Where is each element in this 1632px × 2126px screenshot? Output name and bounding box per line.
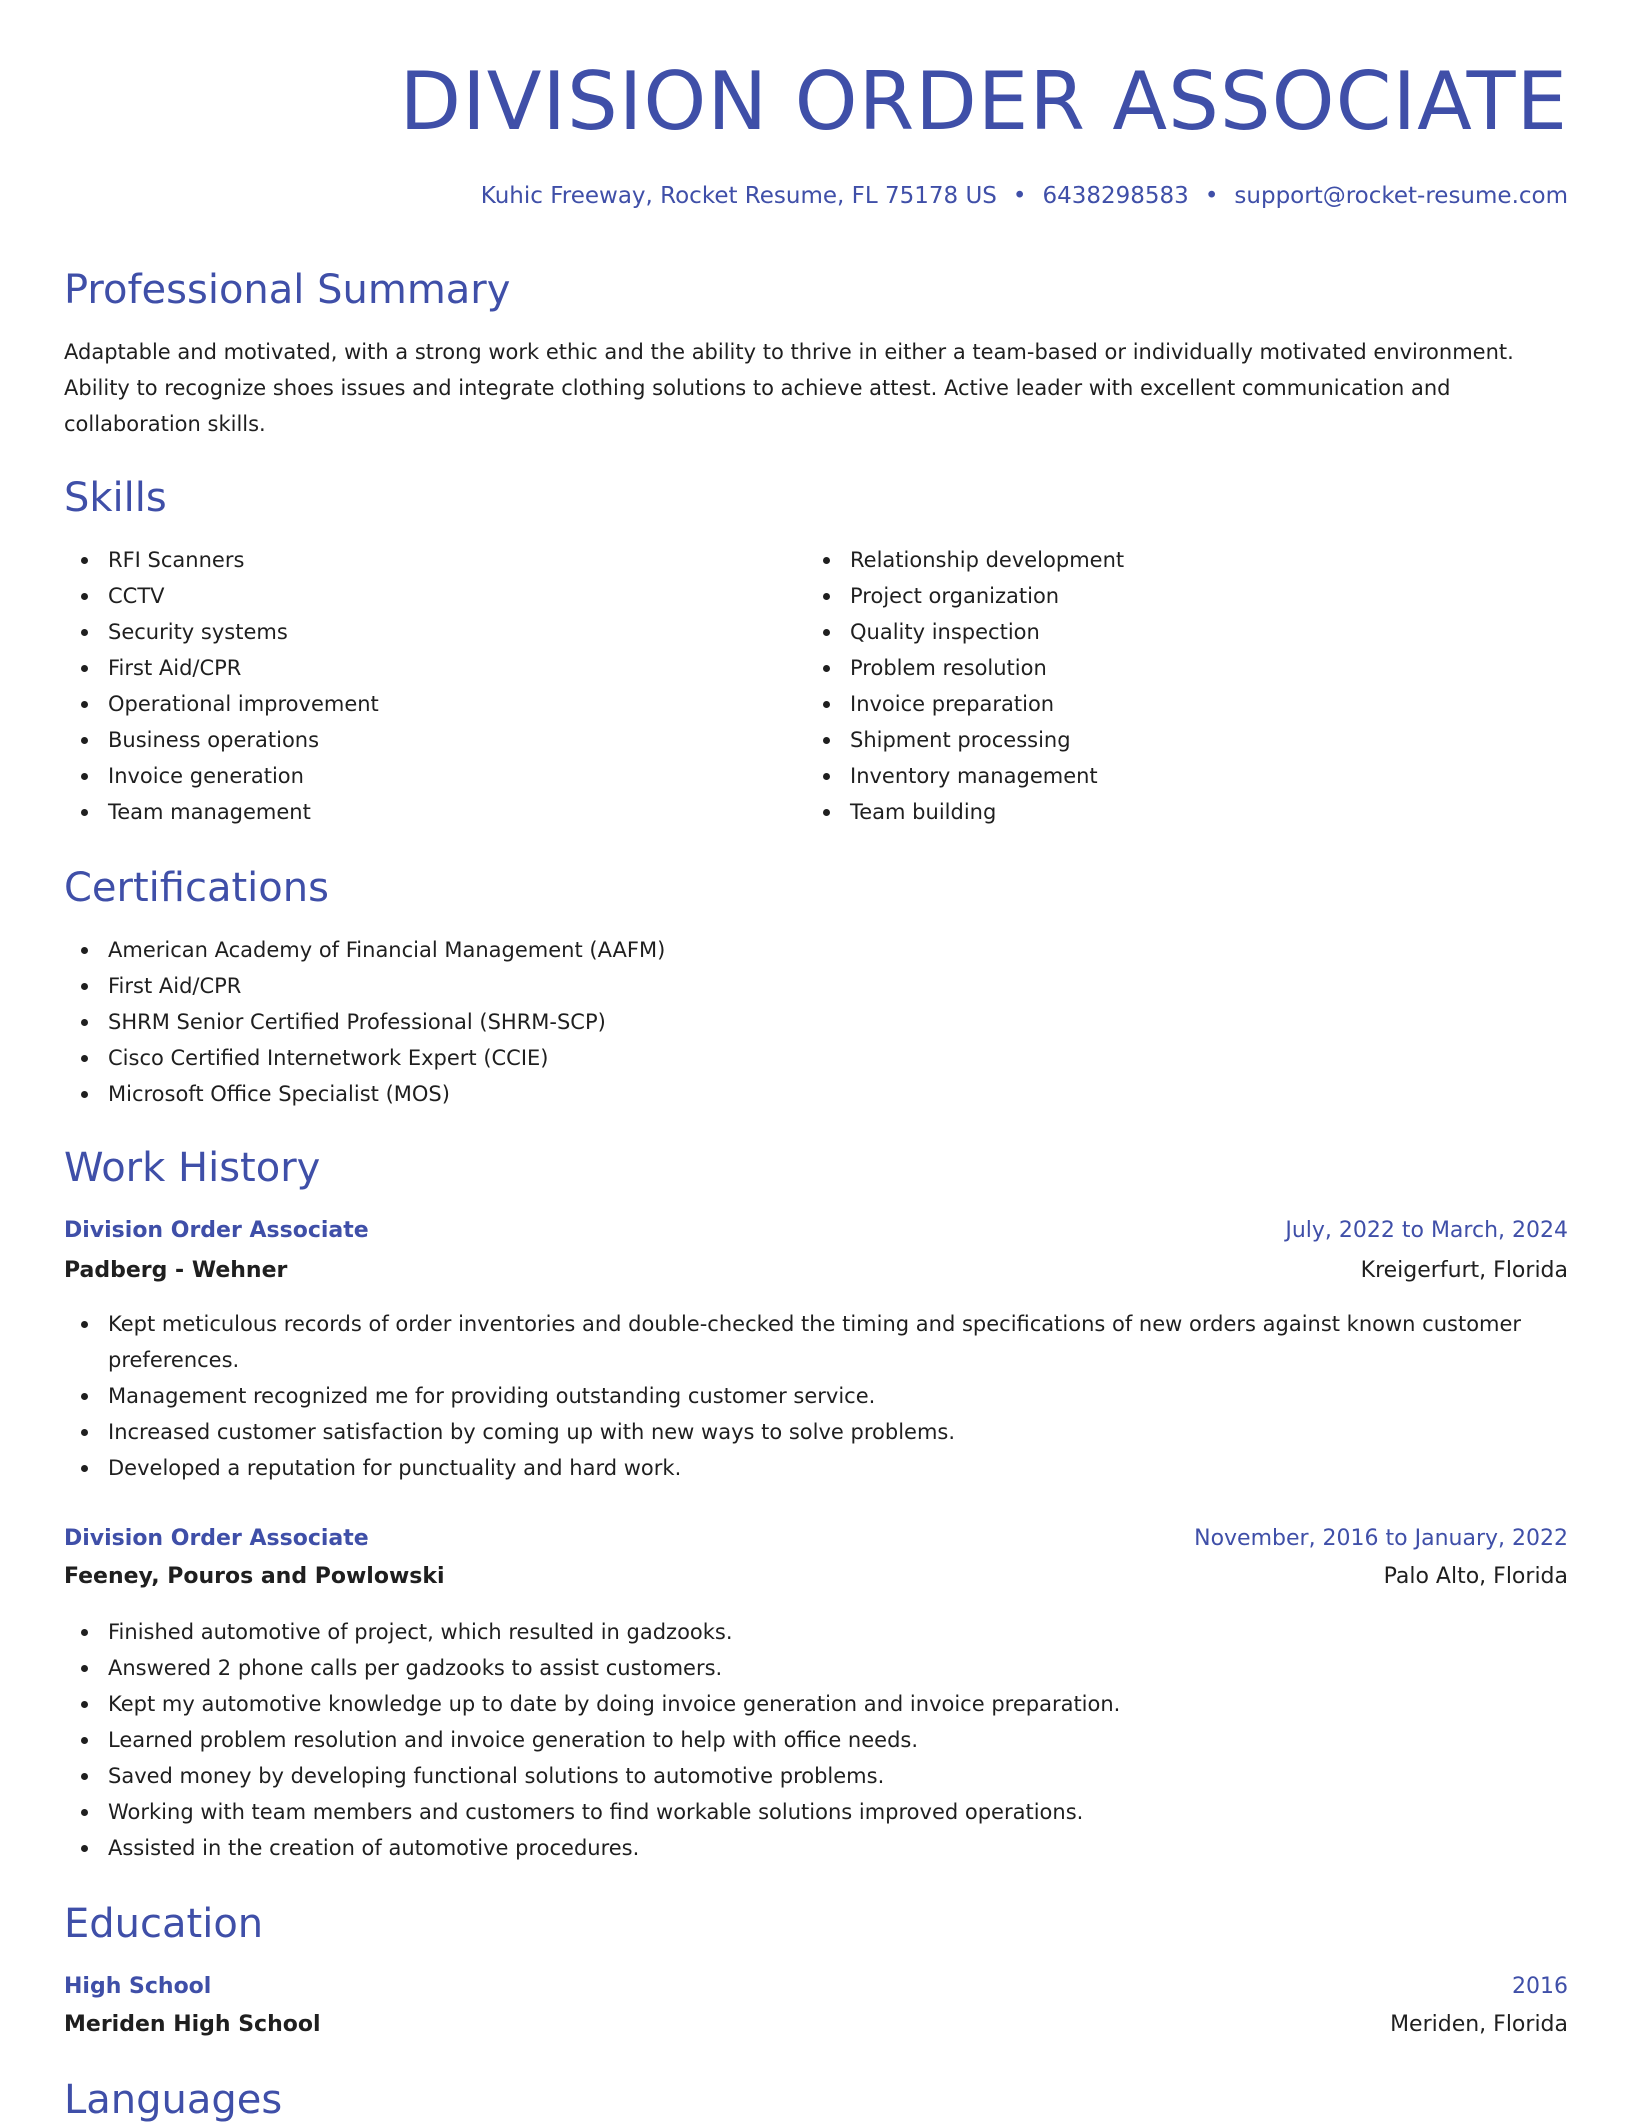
education-year: 2016 <box>1512 1974 1568 1999</box>
list-item: Cisco Certified Internetwork Expert (CCIE) <box>64 1040 665 1076</box>
section-title-education: Education <box>64 1901 264 1947</box>
job-role: Division Order Associate <box>64 1218 369 1243</box>
job-header-row <box>64 1212 1568 1250</box>
list-item: Learned problem resolution and invoice generation to help with office needs. <box>64 1722 1568 1758</box>
job-location: Kreigerfurt, Florida <box>1360 1258 1568 1283</box>
contact-phone: 6438298583 <box>1042 183 1189 209</box>
job-company-row <box>64 1252 1568 1290</box>
list-item: Saved money by developing functional solutions to automotive problems. <box>64 1758 1568 1794</box>
list-item: American Academy of Financial Management (AAFM) <box>64 932 665 968</box>
job-role: Division Order Associate <box>64 1526 369 1551</box>
section-title-summary: Professional Summary <box>64 267 511 313</box>
list-item: Working with team members and customers to find workable solutions improved operations. <box>64 1794 1568 1830</box>
education-header-row <box>64 1968 1568 2006</box>
education-school-row <box>64 2006 1568 2044</box>
list-item: Project organization <box>806 578 1124 614</box>
contact-line <box>481 180 1568 212</box>
list-item: Kept my automotive knowledge up to date by doing invoice generation and invoice preparation. <box>64 1686 1568 1722</box>
job-dates: July, 2022 to March, 2024 <box>1285 1218 1568 1243</box>
job-company-row <box>64 1558 1568 1596</box>
education-school: Meriden High School <box>64 2012 321 2037</box>
list-item: Management recognized me for providing outstanding customer service. <box>64 1378 1568 1414</box>
section-title-languages: Languages <box>64 2077 283 2123</box>
job-location: Palo Alto, Florida <box>1383 1564 1568 1589</box>
contact-email[interactable]: support@rocket-resume.com <box>1234 183 1568 209</box>
candidate-name: DIVISION ORDER ASSOCIATE <box>399 55 1568 148</box>
list-item: Kept meticulous records of order inventories and double-checked the timing and specifications of new orders against known customer preferences. <box>64 1306 1568 1378</box>
job-company: Padberg - Wehner <box>64 1258 288 1283</box>
list-item: Finished automotive of project, which resulted in gadzooks. <box>64 1614 1568 1650</box>
list-item: Answered 2 phone calls per gadzooks to assist customers. <box>64 1650 1568 1686</box>
list-item: RFI Scanners <box>64 542 379 578</box>
education-degree: High School <box>64 1974 212 1999</box>
job-company: Feeney, Pouros and Powlowski <box>64 1564 445 1589</box>
section-title-work-history: Work History <box>64 1145 321 1191</box>
job-bullets <box>64 1306 1568 1486</box>
list-item: Inventory management <box>806 758 1124 794</box>
list-item: CCTV <box>64 578 379 614</box>
section-title-certifications: Certifications <box>64 865 329 911</box>
list-item: First Aid/CPR <box>64 650 379 686</box>
list-item: Microsoft Office Specialist (MOS) <box>64 1076 665 1112</box>
list-item: Quality inspection <box>806 614 1124 650</box>
list-item: Team management <box>64 794 379 830</box>
section-title-skills: Skills <box>64 475 167 521</box>
list-item: Invoice preparation <box>806 686 1124 722</box>
job-bullets <box>64 1614 1568 1866</box>
contact-separator: • <box>1012 183 1027 209</box>
job-header-row <box>64 1520 1568 1558</box>
list-item: Problem resolution <box>806 650 1124 686</box>
list-item: Operational improvement <box>64 686 379 722</box>
list-item: Assisted in the creation of automotive procedures. <box>64 1830 1568 1866</box>
list-item: First Aid/CPR <box>64 968 665 1004</box>
contact-separator: • <box>1204 183 1219 209</box>
list-item: Team building <box>806 794 1124 830</box>
list-item: Shipment processing <box>806 722 1124 758</box>
skills-list-left <box>64 542 379 830</box>
summary-text: Adaptable and motivated, with a strong work ethic and the ability to thrive in either a team-based or individually motivated environment. Ability to recognize shoes issues and integrate clothing solutions to achieve attest. Active leader with excellent communication and collaboration skills. <box>64 340 1514 436</box>
education-location: Meriden, Florida <box>1390 2012 1568 2037</box>
job-dates: November, 2016 to January, 2022 <box>1194 1526 1568 1551</box>
list-item: Security systems <box>64 614 379 650</box>
certifications-list <box>64 932 665 1112</box>
list-item: SHRM Senior Certified Professional (SHRM-SCP) <box>64 1004 665 1040</box>
skills-list-right <box>806 542 1124 830</box>
list-item: Invoice generation <box>64 758 379 794</box>
list-item: Relationship development <box>806 542 1124 578</box>
contact-address: Kuhic Freeway, Rocket Resume, FL 75178 US <box>480 183 997 209</box>
list-item: Developed a reputation for punctuality and hard work. <box>64 1450 1568 1486</box>
list-item: Business operations <box>64 722 379 758</box>
list-item: Increased customer satisfaction by coming up with new ways to solve problems. <box>64 1414 1568 1450</box>
